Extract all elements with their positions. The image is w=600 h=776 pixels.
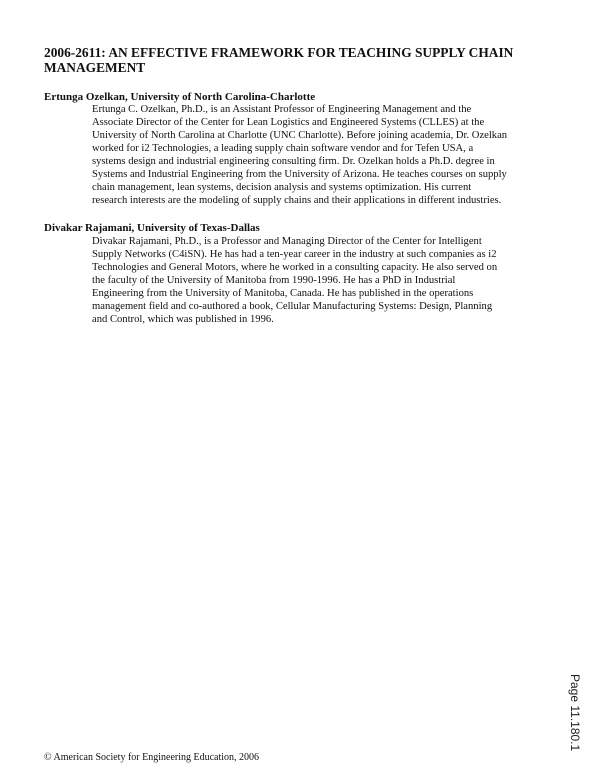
bio-line: Divakar Rajamani, Ph.D., is a Professor and Managing Director of the Center for Intelligent <box>92 236 482 247</box>
paper-title-line-2: MANAGEMENT <box>44 60 146 75</box>
bio-line: Associate Director of the Center for Lean Logistics and Engineered Systems (CLLES) at the <box>92 117 485 129</box>
paper-title-line-1: 2006-2611: AN EFFECTIVE FRAMEWORK FOR TEACHING SUPPLY CHAIN <box>44 45 514 60</box>
bio-line: research interests are the modeling of supply chains and their applications in different industries. <box>92 195 502 207</box>
bio-line: Supply Networks (C4iSN). He has had a ten-year career in the industry at such companies as i2 <box>92 249 497 261</box>
author-heading-rajamani: Divakar Rajamani, University of Texas-Dallas <box>44 222 260 234</box>
bio-line: Systems and Industrial Engineering from the University of Arizona. He teaches courses on supply <box>92 169 507 181</box>
bio-line: systems design and industrial engineering consulting firm. Dr. Ozelkan holds a Ph.D. degree in <box>92 156 495 168</box>
page-number-label: Page 11.180.1 <box>568 674 582 752</box>
bio-line: worked for i2 Technologies, a leading supply chain software vendor and for Tefen USA, a <box>92 143 474 155</box>
bio-line: and Control, which was published in 1996. <box>92 314 274 326</box>
bio-line: Engineering from the University of Manitoba, Canada. He has published in the operations <box>92 288 474 300</box>
author-bio-rajamani <box>92 235 562 326</box>
bio-line: management field and co-authored a book, Cellular Manufacturing Systems: Design, Planning <box>92 301 493 313</box>
author-heading-ozelkan: Ertunga Ozelkan, University of North Carolina-Charlotte <box>44 91 316 103</box>
bio-line: Ertunga C. Ozelkan, Ph.D., is an Assistant Professor of Engineering Management and the <box>92 104 472 115</box>
bio-line: University of North Carolina at Charlotte (UNC Charlotte). Before joining academia, Dr. Ozelkan <box>92 130 508 142</box>
bio-line: Technologies and General Motors, where he worked in a consulting capacity. He also served on <box>92 262 498 274</box>
copyright-footer: © American Society for Engineering Education, 2006 <box>44 752 260 763</box>
author-bio-ozelkan <box>92 103 562 207</box>
bio-line: the faculty of the University of Manitoba from 1990-1996. He has a PhD in Industrial <box>92 275 456 287</box>
paper-title <box>44 45 564 75</box>
bio-line: chain management, lean systems, decision analysis and systems optimization. His current <box>92 182 472 194</box>
